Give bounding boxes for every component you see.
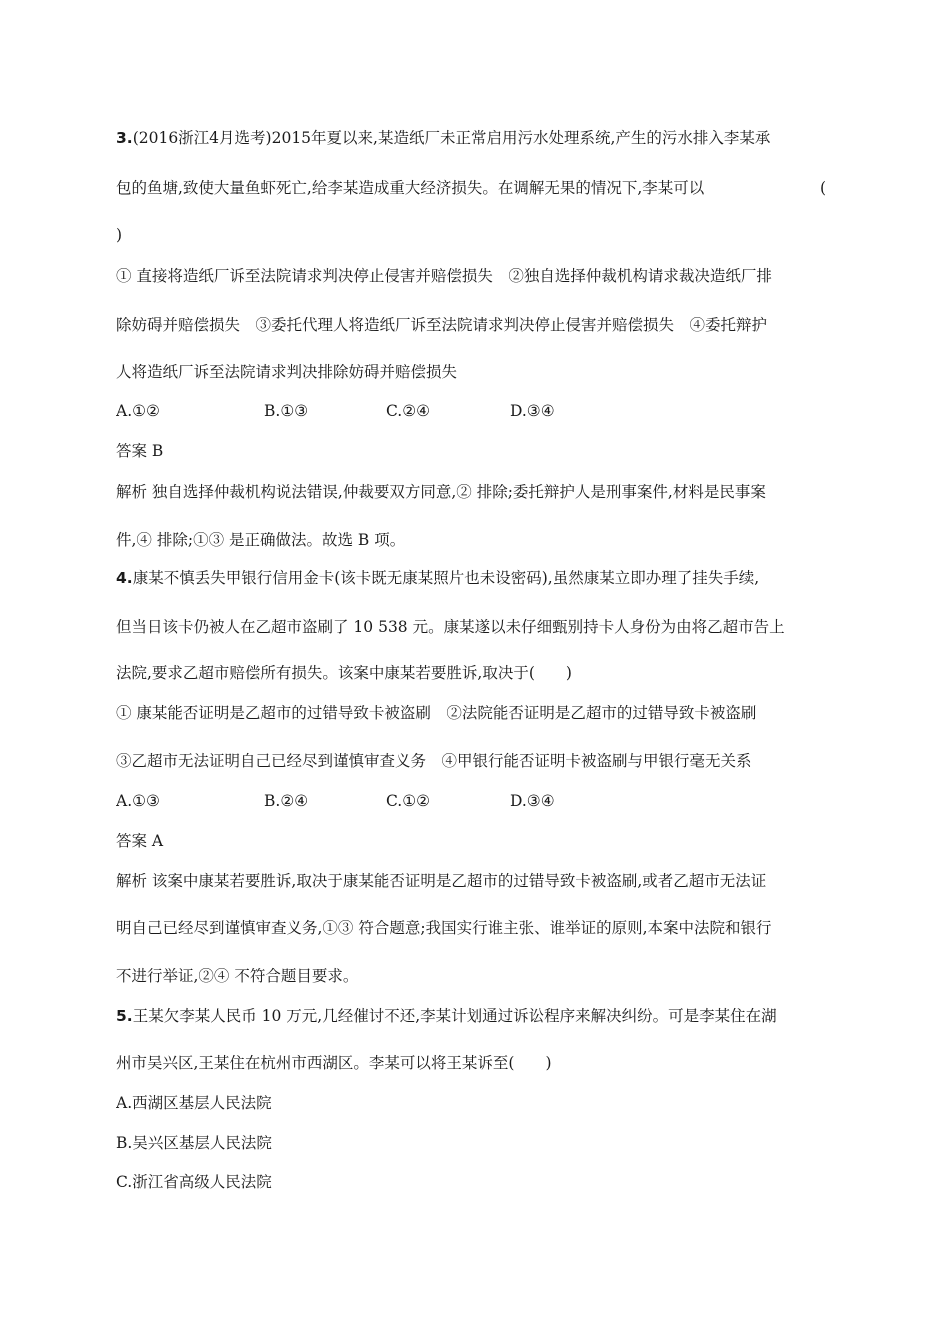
- q4-analysis-line-1: 解析 该案中康某若要胜诉,取决于康某能否证明是乙超市的过错导致卡被盗刷,或者乙超市无法证: [116, 872, 767, 890]
- q3-stem-line-2: 包的鱼塘,致使大量鱼虾死亡,给李某造成重大经济损失。在调解无果的情况下,李某可以 (: [116, 179, 826, 197]
- q4-statements-line-2: ③乙超市无法证明自己已经尽到谨慎审查义务 ④甲银行能否证明卡被盗刷与甲银行毫无关系: [116, 752, 752, 770]
- q5-stem-line-1: 5.王某欠李某人民币 10 万元,几经催讨不还,李某计划通过诉讼程序来解决纠纷。可是李某住在湖: [116, 1007, 777, 1025]
- q4-option-b: B.②④: [264, 792, 309, 810]
- q4-option-c: C.①②: [386, 792, 431, 810]
- q5-number: 5.: [116, 1007, 133, 1025]
- q3-answer: 答案 B: [116, 442, 164, 460]
- q4-analysis-line-3: 不进行举证,②④ 不符合题目要求。: [116, 967, 359, 985]
- q4-option-d: D.③④: [510, 792, 555, 810]
- q3-stem-line-3: ): [116, 226, 123, 244]
- q3-stem-line-1: 3.(2016浙江4月选考)2015年夏以来,某造纸厂未正常启用污水处理系统,产生的污水排入李某承: [116, 129, 771, 147]
- q4-analysis-line-2: 明自己已经尽到谨慎审查义务,①③ 符合题意;我国实行谁主张、谁举证的原则,本案中法院和银行: [116, 919, 772, 937]
- q4-answer: 答案 A: [116, 832, 164, 850]
- q3-answer-paren-open: (: [819, 179, 826, 197]
- q5-option-a: A.西湖区基层人民法院: [116, 1094, 272, 1112]
- q4-statements-line-1: ① 康某能否证明是乙超市的过错导致卡被盗刷 ②法院能否证明是乙超市的过错导致卡被盗刷: [116, 704, 757, 722]
- q3-statements-line-1: ① 直接将造纸厂诉至法院请求判决停止侵害并赔偿损失 ②独自选择仲裁机构请求裁决造纸厂排: [116, 267, 772, 285]
- q4-stem-line-2: 但当日该卡仍被人在乙超市盗刷了 10 538 元。康某遂以未仔细甄别持卡人身份为由将乙超市告上: [116, 618, 785, 636]
- q4-stem-line-3: 法院,要求乙超市赔偿所有损失。该案中康某若要胜诉,取决于( ): [116, 664, 572, 682]
- q3-statements-line-2: 除妨碍并赔偿损失 ③委托代理人将造纸厂诉至法院请求判决停止侵害并赔偿损失 ④委托辩护: [116, 316, 768, 334]
- q5-stem-line-2: 州市吴兴区,王某住在杭州市西湖区。李某可以将王某诉至( ): [116, 1054, 552, 1072]
- q5-option-b: B.吴兴区基层人民法院: [116, 1134, 272, 1152]
- q4-option-a: A.①③: [116, 792, 160, 810]
- q3-option-d: D.③④: [510, 402, 555, 420]
- q3-analysis-line-1: 解析 独自选择仲裁机构说法错误,仲裁要双方同意,② 排除;委托辩护人是刑事案件,材料是民事案: [116, 483, 766, 501]
- q4-stem-line-1: 4.康某不慎丢失甲银行信用金卡(该卡既无康某照片也未设密码),虽然康某立即办理了挂失手续,: [116, 569, 760, 587]
- q3-number: 3.: [116, 129, 133, 147]
- q3-statements-line-3: 人将造纸厂诉至法院请求判决排除妨碍并赔偿损失: [116, 363, 458, 381]
- q3-analysis-line-2: 件,④ 排除;①③ 是正确做法。故选 B 项。: [116, 531, 406, 549]
- q3-option-c: C.②④: [386, 402, 431, 420]
- q3-option-a: A.①②: [116, 402, 160, 420]
- q5-option-c: C.浙江省高级人民法院: [116, 1173, 272, 1191]
- q3-option-b: B.①③: [264, 402, 309, 420]
- q4-number: 4.: [116, 569, 133, 587]
- q4-options: [116, 791, 836, 811]
- q3-options: [116, 401, 836, 421]
